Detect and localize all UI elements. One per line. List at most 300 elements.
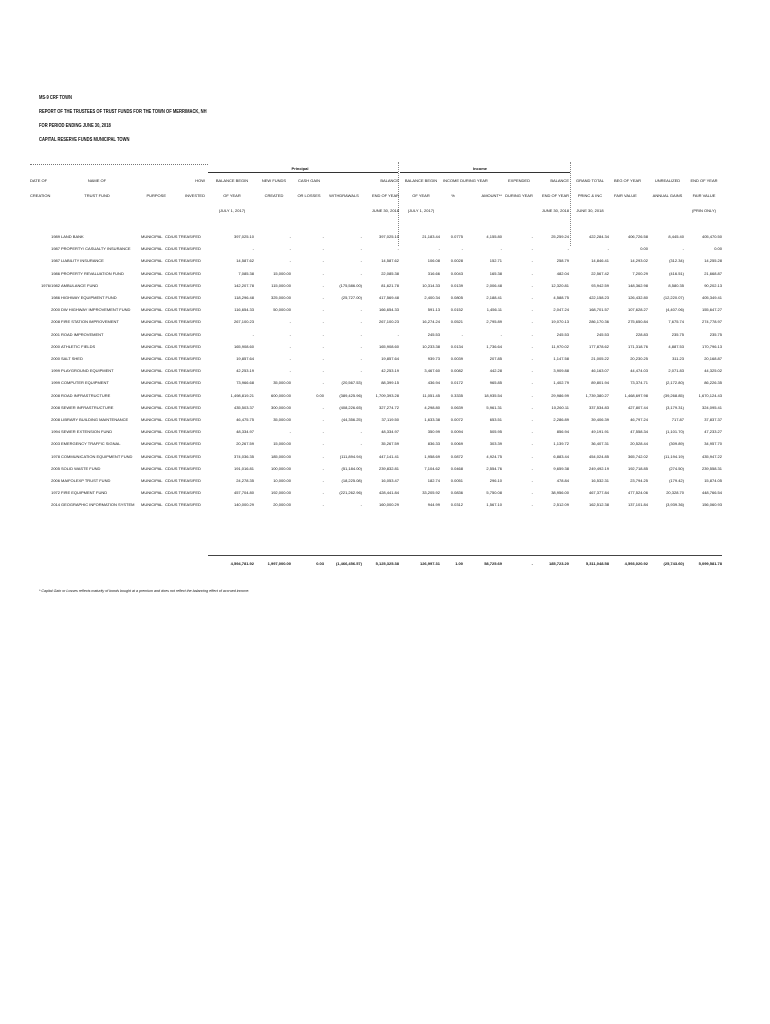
column-header-14-line-1: PRINC & INC bbox=[577, 193, 603, 198]
unrealized-gains-cell: (3,179.31) bbox=[665, 405, 684, 410]
cash-gain-loss-cell: - bbox=[322, 466, 324, 471]
unrealized-gains-cell: (309.89) bbox=[669, 441, 684, 446]
expended-cell: - bbox=[531, 478, 533, 483]
new-funds-cell: 15,000.00 bbox=[273, 271, 291, 276]
column-header-13-line-0: BALANCE bbox=[550, 178, 569, 183]
fair-value-end-cell: 156,060.93 bbox=[701, 502, 722, 507]
purpose-cell: MUNICIPAL bbox=[141, 319, 163, 324]
grand-total-cell: 249,492.19 bbox=[588, 466, 609, 471]
cash-gain-loss-cell: - bbox=[322, 368, 324, 373]
income-percent-cell: 0.0028 bbox=[450, 258, 463, 263]
how-invested-cell: CD/US TREAS/FED bbox=[165, 356, 201, 361]
income-percent-cell: 0.0152 bbox=[450, 307, 463, 312]
purpose-cell: MUNICIPAL bbox=[141, 307, 163, 312]
unrealized-gains-cell: (4,407.06) bbox=[665, 307, 684, 312]
cash-gain-loss-cell: - bbox=[322, 332, 324, 337]
expended-cell: - bbox=[531, 454, 533, 459]
income-amount-cell: 5,961.31 bbox=[486, 405, 502, 410]
total-expended: - bbox=[531, 561, 533, 566]
grand-total-cell: 49,191.91 bbox=[591, 429, 609, 434]
income-begin-cell: 10,314.33 bbox=[422, 283, 440, 288]
column-header-11-line-1: AMOUNT** bbox=[481, 193, 502, 198]
grand-total-cell: 22,567.42 bbox=[591, 271, 609, 276]
grand-total-cell: 422,158.23 bbox=[588, 295, 609, 300]
income-percent-cell: - bbox=[461, 332, 463, 337]
principal-begin-cell: 142,207.78 bbox=[233, 283, 254, 288]
withdrawals-cell: - bbox=[360, 234, 362, 239]
income-begin-cell: 21,183.44 bbox=[422, 234, 440, 239]
trust-fund-name-cell: ROAD IMPROVEMENT bbox=[61, 332, 104, 337]
footnote: * Capital Gain or Losses reflects maturity of bonds bought at a premium and does not reflect the balancing effect of accrued income. bbox=[39, 588, 250, 593]
grand-total-cell: 467,377.84 bbox=[588, 490, 609, 495]
date-of-creation-cell: 2006 bbox=[51, 478, 60, 483]
income-amount-cell: 653.51 bbox=[489, 417, 502, 422]
income-begin-cell: 939.73 bbox=[427, 356, 440, 361]
purpose-cell: MUNICIPAL bbox=[141, 454, 163, 459]
column-header-17-line-2: (PRIN ONLY) bbox=[692, 208, 716, 213]
column-header-2-line-1: PURPOSE bbox=[146, 193, 166, 198]
unrealized-gains-cell: - bbox=[682, 246, 684, 251]
purpose-cell: MUNICIPAL bbox=[141, 271, 163, 276]
income-amount-cell: 5,750.08 bbox=[486, 490, 502, 495]
trust-fund-name-cell: COMMUNICATION EQUIPMENT FUND bbox=[61, 454, 133, 459]
column-header-5-line-1: CREATED bbox=[264, 193, 284, 198]
fair-value-begin-cell: 406,726.58 bbox=[627, 234, 648, 239]
withdrawals-cell: - bbox=[360, 271, 362, 276]
header-rule bbox=[30, 164, 208, 165]
trust-fund-name-cell: HIGHWAY EQUIPMENT FUND bbox=[61, 295, 117, 300]
unrealized-gains-cell: (416.51) bbox=[669, 271, 684, 276]
new-funds-cell: - bbox=[289, 429, 291, 434]
date-of-creation-cell: 2008 bbox=[51, 393, 60, 398]
income-end-cell: - bbox=[567, 246, 569, 251]
income-percent-cell: 0.0312 bbox=[450, 502, 463, 507]
purpose-cell: MUNICIPAL bbox=[141, 405, 163, 410]
cash-gain-loss-cell: - bbox=[322, 441, 324, 446]
total-new-funds: 1,997,000.00 bbox=[267, 561, 291, 566]
fair-value-end-cell: 44,325.02 bbox=[704, 368, 722, 373]
principal-end-cell: 37,119.50 bbox=[381, 417, 399, 422]
principal-end-cell: 42,253.19 bbox=[381, 368, 399, 373]
income-begin-cell: 1,633.38 bbox=[424, 417, 440, 422]
income-begin-cell: 436.94 bbox=[427, 380, 440, 385]
principal-begin-cell: 374,036.35 bbox=[233, 454, 254, 459]
purpose-cell: MUNICIPAL bbox=[141, 356, 163, 361]
income-amount-cell: 965.85 bbox=[489, 380, 502, 385]
income-begin-cell: 836.33 bbox=[427, 441, 440, 446]
column-header-16-line-1: ANNUAL GAINS bbox=[652, 193, 683, 198]
trust-fund-name-cell: PROPERTY REVALUATION FUND bbox=[61, 271, 124, 276]
column-header-9-line-2: (JULY 1, 2017) bbox=[407, 208, 435, 213]
unrealized-gains-cell: (2,172.80) bbox=[665, 380, 684, 385]
fair-value-begin-cell: 23,794.25 bbox=[630, 478, 648, 483]
column-header-9-line-1: OF YEAR bbox=[412, 193, 430, 198]
fair-value-begin-cell: 0.00 bbox=[640, 246, 648, 251]
principal-begin-cell: 24,278.35 bbox=[236, 478, 254, 483]
total-income-begin: 126,997.31 bbox=[419, 561, 440, 566]
trust-fund-name-cell: COMPUTER EQUIPMENT bbox=[61, 380, 109, 385]
principal-end-cell: 417,569.48 bbox=[378, 295, 399, 300]
principal-end-cell: - bbox=[397, 332, 399, 337]
cash-gain-loss-cell: - bbox=[322, 234, 324, 239]
principal-end-cell: 327,274.72 bbox=[378, 405, 399, 410]
grand-total-cell: 39,406.39 bbox=[591, 417, 609, 422]
how-invested-cell: CD/US TREAS/FED bbox=[165, 332, 201, 337]
principal-end-cell: 22,085.38 bbox=[381, 271, 399, 276]
fair-value-end-cell: 405,349.41 bbox=[701, 295, 722, 300]
income-percent-cell: 0.0872 bbox=[450, 454, 463, 459]
new-funds-cell: - bbox=[289, 319, 291, 324]
income-begin-cell: 11,051.45 bbox=[422, 393, 440, 398]
principal-begin-cell: 73,966.68 bbox=[236, 380, 254, 385]
fair-value-begin-cell: 73,374.71 bbox=[630, 380, 648, 385]
fair-value-begin-cell: 126,432.80 bbox=[627, 295, 648, 300]
report-period: FOR PERIOD ENDING JUNE 30, 2018 bbox=[39, 123, 111, 129]
income-begin-cell: 316.66 bbox=[427, 271, 440, 276]
income-end-cell: 1,139.72 bbox=[553, 441, 569, 446]
grand-total-cell: 16,532.31 bbox=[591, 478, 609, 483]
grand-total-cell: 422,284.34 bbox=[588, 234, 609, 239]
withdrawals-cell: (51,184.00) bbox=[341, 466, 362, 471]
cash-gain-loss-cell: - bbox=[322, 454, 324, 459]
unrealized-gains-cell: (12,220.07) bbox=[663, 295, 684, 300]
income-begin-cell: 7,104.62 bbox=[424, 466, 440, 471]
purpose-cell: MUNICIPAL bbox=[141, 344, 163, 349]
income-end-cell: 258.79 bbox=[556, 258, 569, 263]
income-percent-cell: 0.0172 bbox=[450, 380, 463, 385]
fair-value-end-cell: 20,168.87 bbox=[704, 356, 722, 361]
income-end-cell: 29,986.99 bbox=[551, 393, 569, 398]
fair-value-begin-cell: 44,474.03 bbox=[630, 368, 648, 373]
fair-value-end-cell: 274,778.97 bbox=[701, 319, 722, 324]
principal-begin-cell: - bbox=[252, 246, 254, 251]
date-of-creation-cell: 2000 bbox=[51, 356, 60, 361]
principal-end-cell: 1,709,393.28 bbox=[375, 393, 399, 398]
new-funds-cell: 325,000.00 bbox=[270, 295, 291, 300]
income-begin-cell: 591.13 bbox=[427, 307, 440, 312]
fair-value-end-cell: 405,470.50 bbox=[701, 234, 722, 239]
purpose-cell: MUNICIPAL bbox=[141, 246, 163, 251]
withdrawals-cell: - bbox=[360, 441, 362, 446]
how-invested-cell: CD/US TREAS/FED bbox=[165, 368, 201, 373]
income-end-cell: 38,956.00 bbox=[551, 490, 569, 495]
income-amount-cell: 2,188.41 bbox=[486, 295, 502, 300]
unrealized-gains-cell: (1,101.70) bbox=[665, 429, 684, 434]
purpose-cell: MUNICIPAL bbox=[141, 429, 163, 434]
income-end-cell: 1,402.79 bbox=[553, 380, 569, 385]
income-end-cell: 12,320.81 bbox=[551, 283, 569, 288]
total-fair-value-begin: 4,593,020.92 bbox=[624, 561, 648, 566]
expended-cell: - bbox=[531, 319, 533, 324]
expended-cell: - bbox=[531, 466, 533, 471]
principal-begin-cell: 1,498,819.21 bbox=[230, 393, 254, 398]
column-header-13-line-2: JUNE 30, 2018 bbox=[541, 208, 569, 213]
income-begin-cell: 4,298.80 bbox=[424, 405, 440, 410]
income-percent-cell: 0.0775 bbox=[450, 234, 463, 239]
fair-value-end-cell: 37,837.37 bbox=[704, 417, 722, 422]
cash-gain-loss-cell: - bbox=[322, 246, 324, 251]
fair-value-begin-cell: 365,742.02 bbox=[627, 454, 648, 459]
new-funds-cell: - bbox=[289, 332, 291, 337]
column-header-1-line-0: NAME OF bbox=[87, 178, 107, 183]
income-end-cell: 245.53 bbox=[556, 332, 569, 337]
unrealized-gains-cell: 8,445.40 bbox=[668, 234, 684, 239]
income-end-cell: 2,512.09 bbox=[553, 502, 569, 507]
withdrawals-cell: - bbox=[360, 258, 362, 263]
income-amount-cell: 1,567.10 bbox=[486, 502, 502, 507]
principal-begin-cell: - bbox=[252, 332, 254, 337]
cash-gain-loss-cell: - bbox=[322, 502, 324, 507]
fair-value-end-cell: 235.75 bbox=[709, 332, 722, 337]
income-begin-cell: 106.08 bbox=[427, 258, 440, 263]
fair-value-end-cell: 47,233.27 bbox=[704, 429, 722, 434]
principal-end-cell: 16,053.47 bbox=[381, 478, 399, 483]
fair-value-end-cell: 15,874.05 bbox=[704, 478, 722, 483]
withdrawals-cell: - bbox=[360, 332, 362, 337]
how-invested-cell: CD/US TREAS/FED bbox=[165, 454, 201, 459]
income-end-cell: 19,070.13 bbox=[551, 319, 569, 324]
expended-cell: - bbox=[531, 234, 533, 239]
total-cash-gain-loss: 0.03 bbox=[316, 561, 324, 566]
income-group-label: Income bbox=[472, 166, 487, 171]
column-header-7-line-1: WITHDRAWALS bbox=[329, 193, 359, 198]
date-of-creation-cell: 2000 bbox=[51, 344, 60, 349]
column-header-3-line-0: HOW bbox=[195, 178, 205, 183]
how-invested-cell: CD/US TREAS/FED bbox=[165, 295, 201, 300]
income-begin-cell: 10,233.38 bbox=[422, 344, 440, 349]
report-title: REPORT OF THE TRUSTEES OF TRUST FUNDS FOR THE TOWN OF MERRIMACK, NH bbox=[39, 109, 207, 115]
grand-total-cell: 168,701.57 bbox=[588, 307, 609, 312]
expended-cell: - bbox=[531, 490, 533, 495]
column-header-13-line-1: END OF YEAR bbox=[541, 193, 569, 198]
trust-fund-name-cell: FIRE EQUIPMENT FUND bbox=[61, 490, 108, 495]
grand-total-cell: 21,005.22 bbox=[591, 356, 609, 361]
how-invested-cell: CD/US TREAS/FED bbox=[165, 283, 201, 288]
principal-begin-cell: 267,100.23 bbox=[233, 319, 254, 324]
new-funds-cell: 10,000.00 bbox=[273, 478, 291, 483]
grand-total-cell: 36,407.31 bbox=[591, 441, 609, 446]
column-header-6-line-0: CASH GAIN bbox=[297, 178, 320, 183]
principal-begin-cell: 48,334.97 bbox=[236, 429, 254, 434]
withdrawals-cell: - bbox=[360, 307, 362, 312]
grand-total-cell: 162,512.38 bbox=[588, 502, 609, 507]
new-funds-cell: - bbox=[289, 234, 291, 239]
how-invested-cell: CD/US TREAS/FED bbox=[165, 417, 201, 422]
trust-fund-name-cell: DW HIGHWAY IMPROVEMENT FUND bbox=[61, 307, 131, 312]
income-end-cell: 478.84 bbox=[556, 478, 569, 483]
income-percent-cell: 0.0639 bbox=[450, 405, 463, 410]
principal-end-cell: 428,441.84 bbox=[378, 490, 399, 495]
date-of-creation-cell: 2008 bbox=[51, 319, 60, 324]
income-end-cell: 10,260.11 bbox=[551, 405, 569, 410]
date-of-creation-cell: 2001 bbox=[51, 332, 60, 337]
column-header-10-line-0: INCOME DURING YEAR bbox=[443, 178, 488, 183]
income-percent-cell: - bbox=[461, 246, 463, 251]
unrealized-gains-cell: 2,071.83 bbox=[668, 368, 684, 373]
fair-value-begin-cell: 192,718.85 bbox=[627, 466, 648, 471]
expended-cell: - bbox=[531, 405, 533, 410]
purpose-cell: MUNICIPAL bbox=[141, 368, 163, 373]
income-percent-cell: 0.0069 bbox=[450, 441, 463, 446]
income-amount-cell: 152.71 bbox=[489, 258, 502, 263]
expended-cell: - bbox=[531, 429, 533, 434]
column-header-16-line-0: UNREALIZED bbox=[654, 178, 681, 183]
income-begin-cell: 1,958.69 bbox=[424, 454, 440, 459]
income-amount-cell: - bbox=[500, 246, 502, 251]
income-percent-cell: 0.0051 bbox=[450, 478, 463, 483]
cash-gain-loss-cell: - bbox=[322, 295, 324, 300]
purpose-cell: MUNICIPAL bbox=[141, 478, 163, 483]
cash-gain-loss-cell: - bbox=[322, 271, 324, 276]
withdrawals-cell: (408,226.65) bbox=[339, 405, 362, 410]
principal-begin-cell: 46,475.75 bbox=[236, 417, 254, 422]
cash-gain-loss-cell: - bbox=[322, 356, 324, 361]
unrealized-gains-cell: (39,268.85) bbox=[663, 393, 684, 398]
cash-gain-loss-cell: - bbox=[322, 380, 324, 385]
fair-value-end-cell: 1,670,124.43 bbox=[698, 393, 722, 398]
fair-value-begin-cell: 171,318.76 bbox=[627, 344, 648, 349]
total-withdrawals: (1,466,456.57) bbox=[335, 561, 362, 566]
fair-value-begin-cell: 148,362.98 bbox=[627, 283, 648, 288]
cash-gain-loss-cell: - bbox=[322, 405, 324, 410]
new-funds-cell: - bbox=[289, 246, 291, 251]
cash-gain-loss-cell: - bbox=[322, 283, 324, 288]
cash-gain-loss-cell: - bbox=[322, 307, 324, 312]
income-percent-cell: 0.0094 bbox=[450, 429, 463, 434]
new-funds-cell: 15,000.00 bbox=[273, 441, 291, 446]
unrealized-gains-cell: 235.75 bbox=[671, 332, 684, 337]
date-of-creation-cell: 1978 bbox=[51, 454, 60, 459]
income-begin-cell: 245.53 bbox=[427, 332, 440, 337]
fair-value-begin-cell: 228.83 bbox=[635, 332, 648, 337]
total-unrealized-gains: (25,743.60) bbox=[663, 561, 684, 566]
income-amount-cell: 1,736.64 bbox=[486, 344, 502, 349]
income-amount-cell: 442.28 bbox=[489, 368, 502, 373]
fair-value-begin-cell: 20,528.44 bbox=[630, 441, 648, 446]
trust-fund-name-cell: SALT SHED bbox=[61, 356, 83, 361]
purpose-cell: MUNICIPAL bbox=[141, 234, 163, 239]
column-header-10-line-1: % bbox=[451, 193, 455, 198]
income-percent-cell: 0.0043 bbox=[450, 271, 463, 276]
expended-cell: - bbox=[531, 295, 533, 300]
purpose-cell: MUNICIPAL bbox=[141, 417, 163, 422]
cash-gain-loss-cell: - bbox=[322, 417, 324, 422]
unrealized-gains-cell: 311.23 bbox=[672, 356, 684, 361]
trust-fund-name-cell: FIRE STATION IMPROVEMENT bbox=[61, 319, 119, 324]
income-percent-cell: 0.3335 bbox=[450, 393, 463, 398]
how-invested-cell: CD/US TREAS/FED bbox=[165, 380, 201, 385]
withdrawals-cell: (20,567.53) bbox=[341, 380, 362, 385]
trust-fund-name-cell: SEWER EXTENSION FUND bbox=[61, 429, 113, 434]
column-header-9-line-0: BALANCE BEGIN bbox=[404, 178, 438, 183]
income-end-cell: 482.04 bbox=[556, 271, 569, 276]
trust-fund-name-cell: LIABILITY INSURANCE bbox=[61, 258, 104, 263]
income-percent-cell: 0.0082 bbox=[450, 368, 463, 373]
fair-value-begin-cell: 14,293.02 bbox=[630, 258, 648, 263]
column-header-4-line-0: BALANCE BEGIN bbox=[215, 178, 249, 183]
trust-fund-name-cell: PROPERTY/ CASUALTY INSURANCE bbox=[61, 246, 131, 251]
cash-gain-loss-cell: - bbox=[322, 258, 324, 263]
trust-fund-name-cell: PLAYGROUND EQUIPMENT bbox=[61, 368, 114, 373]
date-of-creation-cell: 1987 bbox=[51, 246, 60, 251]
column-header-8-line-2: JUNE 30, 2018 bbox=[371, 208, 399, 213]
grand-total-cell: 14,846.41 bbox=[591, 258, 609, 263]
principal-begin-cell: 14,587.62 bbox=[236, 258, 254, 263]
unrealized-gains-cell: 20,328.70 bbox=[666, 490, 684, 495]
income-amount-cell: 18,935.54 bbox=[484, 393, 502, 398]
how-invested-cell: CD/US TREAS/FED bbox=[165, 405, 201, 410]
column-header-3-line-1: INVESTED bbox=[184, 193, 205, 198]
income-begin-cell: 182.74 bbox=[427, 478, 440, 483]
fair-value-end-cell: 14,255.28 bbox=[704, 258, 722, 263]
principal-begin-cell: 20,267.59 bbox=[236, 441, 254, 446]
trust-fund-name-cell: ATHLETIC FIELDS bbox=[61, 344, 96, 349]
how-invested-cell: CD/US TREAS/FED bbox=[165, 246, 201, 251]
income-percent-cell: 0.0805 bbox=[450, 295, 463, 300]
income-begin-cell: 33,205.92 bbox=[422, 490, 440, 495]
unrealized-gains-cell: 7,675.74 bbox=[668, 319, 684, 324]
column-header-8-line-1: END OF YEAR bbox=[371, 193, 399, 198]
cash-gain-loss-cell: - bbox=[322, 490, 324, 495]
new-funds-cell: - bbox=[289, 356, 291, 361]
income-percent-cell: 0.0134 bbox=[450, 344, 463, 349]
date-of-creation-cell: 2008 bbox=[51, 405, 60, 410]
withdrawals-cell: - bbox=[360, 344, 362, 349]
principal-end-cell: 267,100.23 bbox=[378, 319, 399, 324]
trust-fund-name-cell: SOLID WASTE FUND bbox=[61, 466, 101, 471]
column-header-17-line-1: FAIR VALUE bbox=[692, 193, 716, 198]
date-of-creation-cell: 1987 bbox=[51, 258, 60, 263]
income-amount-cell: 296.10 bbox=[489, 478, 502, 483]
principal-end-cell: 165,908.60 bbox=[378, 344, 399, 349]
trust-fund-name-cell: GEOGRAPHIC INFORMATION SYSTEM bbox=[61, 502, 135, 507]
fair-value-begin-cell: 107,628.27 bbox=[627, 307, 648, 312]
total-income-amount: 58,725.69 bbox=[484, 561, 502, 566]
column-header-15-line-0: BEG OF YEAR bbox=[614, 178, 642, 183]
income-end-cell: 3,909.88 bbox=[553, 368, 569, 373]
unrealized-gains-cell: (11,194.19) bbox=[663, 454, 684, 459]
date-of-creation-cell: 2003 bbox=[51, 441, 60, 446]
how-invested-cell: CD/US TREAS/FED bbox=[165, 441, 201, 446]
new-funds-cell: 50,000.00 bbox=[273, 307, 291, 312]
grand-total-cell: 454,024.85 bbox=[588, 454, 609, 459]
fair-value-end-cell: 155,647.27 bbox=[701, 307, 722, 312]
grand-total-cell: 337,534.83 bbox=[588, 405, 609, 410]
fair-value-begin-cell: 427,807.44 bbox=[627, 405, 648, 410]
income-end-cell: 6,883.44 bbox=[553, 454, 569, 459]
withdrawals-cell: (25,727.00) bbox=[341, 295, 362, 300]
total-principal-begin: 4,594,781.92 bbox=[230, 561, 254, 566]
principal-group-label: Principal bbox=[291, 166, 309, 171]
column-header-0-line-0: DATE OF bbox=[30, 178, 48, 183]
expended-cell: - bbox=[531, 441, 533, 446]
how-invested-cell: CD/US TREAS/FED bbox=[165, 429, 201, 434]
cash-gain-loss-cell: 0.00 bbox=[316, 393, 324, 398]
fair-value-end-cell: 86,226.35 bbox=[704, 380, 722, 385]
income-amount-cell: 303.39 bbox=[489, 441, 502, 446]
principal-end-cell: 81,621.78 bbox=[381, 283, 399, 288]
unrealized-gains-cell: (3,939.36) bbox=[665, 502, 684, 507]
income-begin-cell: 944.99 bbox=[427, 502, 440, 507]
purpose-cell: MUNICIPAL bbox=[141, 332, 163, 337]
income-end-cell: 2,286.89 bbox=[553, 417, 569, 422]
trust-fund-name-cell: ROAD INFRASTRUCTURE bbox=[61, 393, 111, 398]
purpose-cell: MUNICIPAL bbox=[141, 283, 163, 288]
trust-fund-name-cell: LIBRARY BUILDING MAINTENANCE bbox=[61, 417, 129, 422]
fair-value-begin-cell: 20,230.25 bbox=[630, 356, 648, 361]
income-end-cell: 856.94 bbox=[556, 429, 569, 434]
total-income-end: 185,723.20 bbox=[548, 561, 569, 566]
